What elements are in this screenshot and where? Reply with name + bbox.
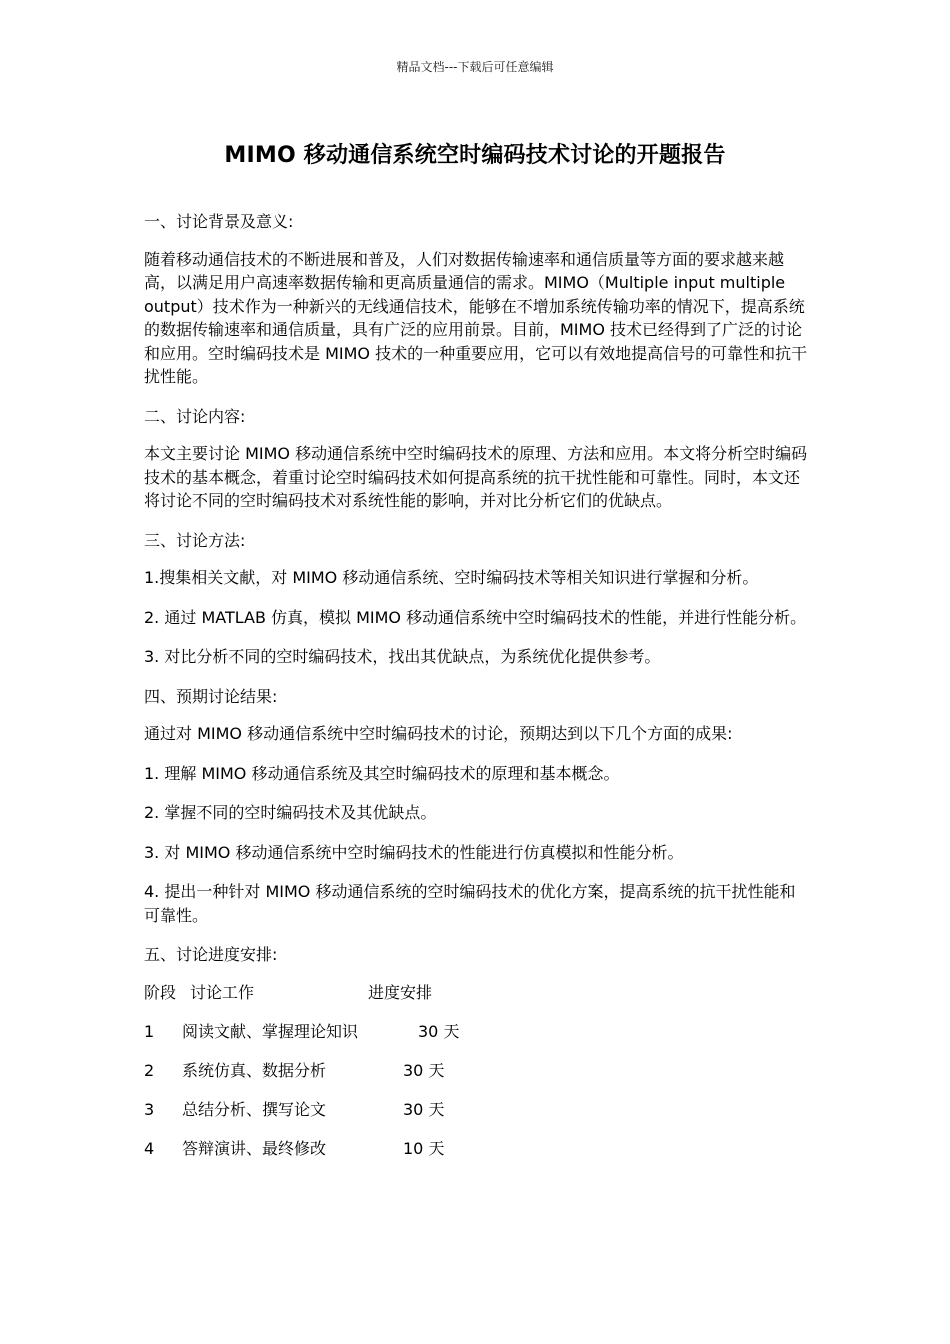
schedule-work: 阅读文献、掌握理论知识 bbox=[182, 1021, 359, 1041]
schedule-row bbox=[144, 1098, 810, 1124]
schedule-stage: 4 bbox=[144, 1138, 155, 1158]
results-intro: 通过对 MIMO 移动通信系统中空时编码技术的讨论，预期达到以下几个方面的成果: bbox=[144, 724, 733, 743]
section-heading-schedule: 五、讨论进度安排: bbox=[144, 945, 278, 964]
section-heading-method: 三、讨论方法: bbox=[144, 530, 246, 550]
schedule-time: 30 天 bbox=[403, 1099, 445, 1119]
schedule-row bbox=[144, 1137, 810, 1163]
schedule-row bbox=[144, 1059, 810, 1085]
page-header: 精品文档---下载后可任意编辑 bbox=[396, 60, 554, 74]
result-item: 1. 理解 MIMO 移动通信系统及其空时编码技术的原理和基本概念。 bbox=[144, 763, 620, 783]
schedule-header-stage: 阶段 bbox=[144, 982, 177, 1002]
schedule-table bbox=[144, 981, 810, 1163]
section-heading-content: 二、讨论内容: bbox=[144, 406, 246, 426]
paragraph-background: 随着移动通信技术的不断进展和普及，人们对数据传输速率和通信质量等方面的要求越来越高，以满足用户高速率数据传输和更高质量通信的需求。MIMO（Multiple input multiple output）技术作为一种新兴的无线通信技术，能够在不增加系统传输功率的情况下，提高系统的数据传输速率和通信质量，具有广泛的应用前景。目前，MIMO 技术已经得到了广泛的讨论和应用。空时编码技术是 MIMO 技术的一种重要应用，它可以有效地提高信号的可靠性和抗干扰性能。 bbox=[144, 249, 808, 386]
result-item: 4. 提出一种针对 MIMO 移动通信系统的空时编码技术的优化方案，提高系统的抗干扰性能和可靠性。 bbox=[144, 882, 796, 925]
result-item: 3. 对 MIMO 移动通信系统中空时编码技术的性能进行仿真模拟和性能分析。 bbox=[144, 842, 684, 862]
schedule-time: 30 天 bbox=[418, 1021, 460, 1041]
result-item: 2. 掌握不同的空时编码技术及其优缺点。 bbox=[144, 803, 437, 822]
schedule-time: 10 天 bbox=[403, 1138, 445, 1158]
method-item: 2. 通过 MATLAB 仿真，模拟 MIMO 移动通信系统中空时编码技术的性能，并进行性能分析。 bbox=[144, 607, 807, 627]
schedule-time: 30 天 bbox=[403, 1060, 445, 1080]
schedule-header-row bbox=[144, 981, 810, 1007]
section-heading-background: 一、讨论背景及意义: bbox=[144, 212, 294, 231]
section-heading-results: 四、预期讨论结果: bbox=[144, 686, 278, 706]
schedule-work: 系统仿真、数据分析 bbox=[182, 1060, 327, 1080]
method-item: 1.搜集相关文献，对 MIMO 移动通信系统、空时编码技术等相关知识进行掌握和分析。 bbox=[144, 568, 759, 587]
schedule-stage: 2 bbox=[144, 1060, 155, 1080]
schedule-row bbox=[144, 1020, 810, 1046]
schedule-header-work: 讨论工作 bbox=[190, 982, 255, 1002]
document-title: MIMO 移动通信系统空时编码技术讨论的开题报告 bbox=[224, 143, 726, 168]
document-body bbox=[144, 210, 810, 1176]
method-item: 3. 对比分析不同的空时编码技术，找出其优缺点，为系统优化提供参考。 bbox=[144, 647, 661, 666]
schedule-stage: 1 bbox=[144, 1021, 155, 1041]
paragraph-content: 本文主要讨论 MIMO 移动通信系统中空时编码技术的原理、方法和应用。本文将分析空时编码技术的基本概念，着重讨论空时编码技术如何提高系统的抗干扰性能和可靠性。同时，本文还将讨论不同的空时编码技术对系统性能的影响，并对比分析它们的优缺点。 bbox=[144, 444, 808, 510]
schedule-work: 答辩演讲、最终修改 bbox=[182, 1138, 327, 1158]
schedule-stage: 3 bbox=[144, 1099, 155, 1119]
schedule-header-time: 进度安排 bbox=[368, 982, 433, 1002]
schedule-work: 总结分析、撰写论文 bbox=[182, 1099, 327, 1119]
